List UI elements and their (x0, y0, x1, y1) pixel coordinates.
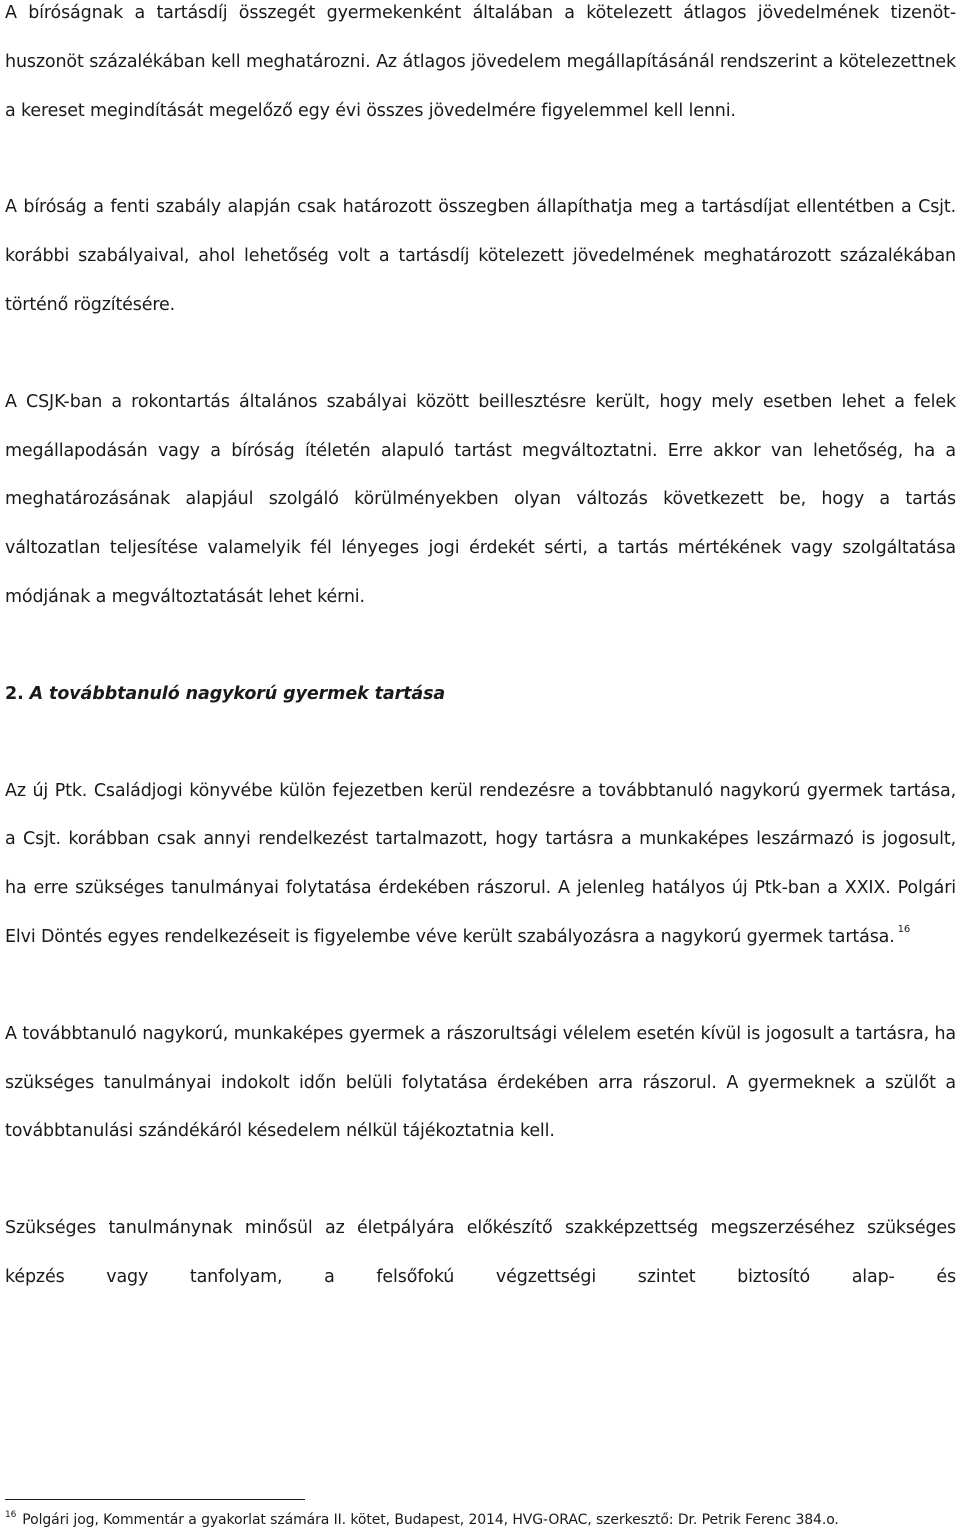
paragraph-1: A bíróságnak a tartásdíj összegét gyermekenként általában a kötelezett átlagos jövedelmének tizenöt-huszonöt százalékában kell meghatározni. Az átlagos jövedelem megállapításánál rendszerint a kötelezettnek a kereset megindítását megelőző egy évi összes jövedelmére figyelemmel kell lenni. (5, 3, 956, 121)
paragraph-3: A CSJK-ban a rokontartás általános szabályai között beillesztésre került, hogy mely esetben lehet a felek megállapodásán vagy a bíróság ítéletén alapuló tartást megváltoztatni. Erre akkor van lehetőség, ha a meghatározásának alapjául szolgáló körülményekben olyan változás következett be, hogy a tartás változatlan teljesítése valamelyik fél lényeges jogi érdekét sérti, a tartás mértékének vagy szolgáltatása módjának a megváltoztatását lehet kérni. (5, 391, 956, 607)
paragraph-6: Szükséges tanulmánynak minősül az életpályára előkészítő szakképzettség megszerzéséhez szükséges képzés vagy tanfolyam, a felsőfokú végzettségi szintet biztosító alap- és (5, 1218, 956, 1287)
footnote-text: Polgári jog, Kommentár a gyakorlat számára II. kötet, Budapest, 2014, HVG-ORAC, szerkesztő: Dr. Petrik Ferenc 384.o. (22, 1512, 839, 1528)
footnote-marker: 16 (5, 1510, 17, 1520)
footnote-reference: 16 (897, 923, 911, 935)
paragraph-4 (5, 767, 956, 962)
paragraph-5: A továbbtanuló nagykorú, munkaképes gyermek a rászorultsági vélelem esetén kívül is jogosult a tartásra, ha szükséges tanulmányai indokolt időn belüli folytatása érdekében arra rászorul. A gyermeknek a szülőt a továbbtanulási szándékáról késedelem nélkül tájékoztatnia kell. (5, 1023, 956, 1142)
section-heading (5, 670, 956, 719)
section-number: 2. (5, 683, 24, 704)
footnote-separator (5, 1499, 305, 1500)
document-page (5, 0, 956, 1302)
paragraph-4-text: Az új Ptk. Családjogi könyvébe külön fejezetben kerül rendezésre a továbbtanuló nagykorú gyermek tartása, a Csjt. korábban csak annyi rendelkezést tartalmazott, hogy tartásra a munkaképes leszármazó is jogosult, ha erre szükséges tanulmányai folytatása érdekében rászorul. A jelenleg hatályos új Ptk-ban a XXIX. Polgári Elvi Döntés egyes rendelkezéseit is figyelembe véve került szabályozásra a nagykorú gyermek tartása. (5, 780, 956, 947)
footnote (5, 1510, 839, 1530)
section-title: A továbbtanuló nagykorú gyermek tartása (29, 683, 446, 704)
paragraph-2: A bíróság a fenti szabály alapján csak határozott összegben állapíthatja meg a tartásdíjat ellentétben a Csjt. korábbi szabályaival, ahol lehetőség volt a tartásdíj kötelezett jövedelmének meghatározott százalékában történő rögzítésére. (5, 197, 956, 315)
